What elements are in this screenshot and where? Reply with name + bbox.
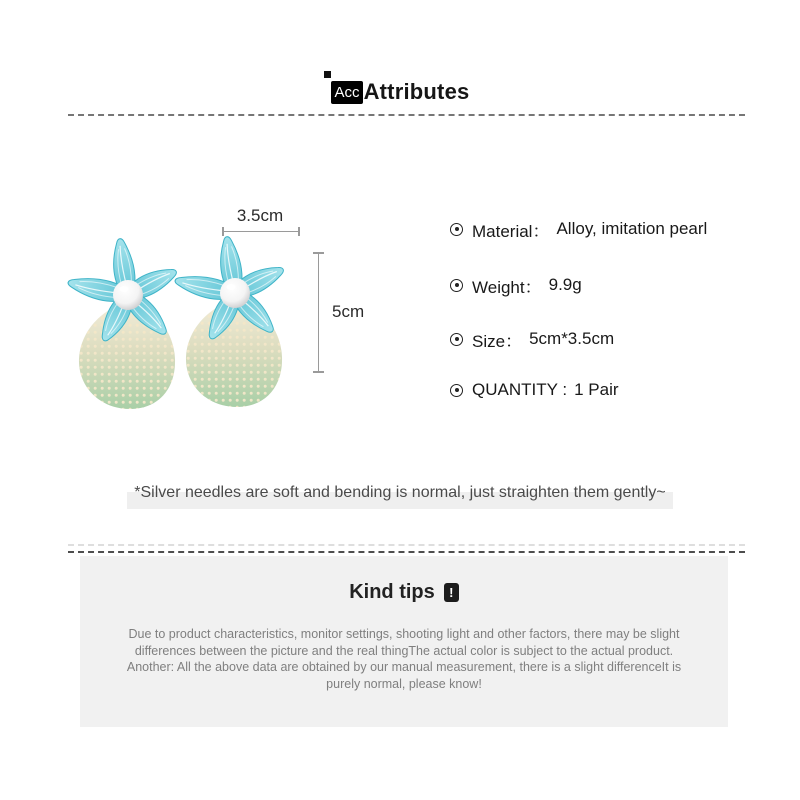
- attribute-label: Size：: [472, 331, 523, 351]
- circled-dot-icon: [450, 223, 463, 236]
- exclamation-icon: [444, 583, 459, 602]
- circled-dot-inner: [455, 227, 459, 231]
- attribute-label: Material：: [472, 221, 550, 241]
- needles-note: [0, 484, 800, 502]
- attribute-row-quantity: [450, 378, 619, 402]
- right-earring: [173, 235, 287, 407]
- page-title: Attributes: [363, 79, 470, 104]
- width-measure-label: 3.5cm: [236, 206, 284, 225]
- section-header: [0, 79, 800, 105]
- height-measure-line: [318, 254, 319, 371]
- circled-dot-icon: [450, 333, 463, 346]
- kind-tips-line: Due to product characteristics, monitor settings, shooting light and other factors, there may be slight: [128, 627, 680, 641]
- dashed-divider-middle: [68, 551, 745, 553]
- attribute-value: 1 Pair: [574, 380, 619, 399]
- kind-tips-line: purely normal, please know!: [326, 676, 482, 691]
- needles-note-text-wrap: [129, 484, 670, 502]
- attribute-value: 9.9g: [548, 275, 582, 294]
- height-measure-bracket: [313, 252, 324, 373]
- kind-tips-body: [98, 626, 710, 692]
- kind-tips-line: differences between the picture and the real thingThe actual color is subject to the actual product.: [134, 643, 674, 658]
- acc-badge: [331, 81, 363, 104]
- earrings-product-image: [50, 233, 318, 413]
- circled-dot-inner: [455, 283, 459, 287]
- kind-tips-line: Another: All the above data are obtained by our manual measurement, there is a slight differenceIt is: [126, 660, 682, 674]
- left-earring: [66, 237, 180, 409]
- attribute-row-size: [450, 327, 614, 351]
- attribute-value: 5cm*3.5cm: [529, 329, 615, 348]
- corner-square-decoration: [324, 71, 331, 78]
- attribute-label: QUANTITY :: [472, 380, 568, 399]
- circled-dot-icon: [450, 279, 463, 292]
- width-measure-line: [224, 231, 298, 232]
- dashed-divider-light: [68, 544, 745, 546]
- attributes-list: [450, 217, 760, 407]
- needles-note-text: *Silver needles are soft and bending is normal, just straighten them gently~: [134, 484, 666, 501]
- height-measure-label: 5cm: [332, 302, 365, 321]
- dashed-divider-top: [68, 114, 745, 116]
- kind-tips-title: Kind tips: [349, 581, 435, 603]
- exclamation-glyph: !: [449, 585, 454, 600]
- kind-tips-header: [80, 581, 728, 604]
- attribute-row-material: [450, 217, 707, 241]
- width-measure-bracket: [222, 227, 300, 236]
- attribute-value: Alloy, imitation pearl: [556, 219, 708, 238]
- acc-badge-label: Acc: [334, 83, 360, 101]
- circled-dot-inner: [455, 388, 459, 392]
- kind-tips-box: [80, 556, 728, 727]
- attribute-row-weight: [450, 273, 582, 297]
- attribute-label: Weight：: [472, 277, 542, 297]
- circled-dot-icon: [450, 384, 463, 397]
- circled-dot-inner: [455, 337, 459, 341]
